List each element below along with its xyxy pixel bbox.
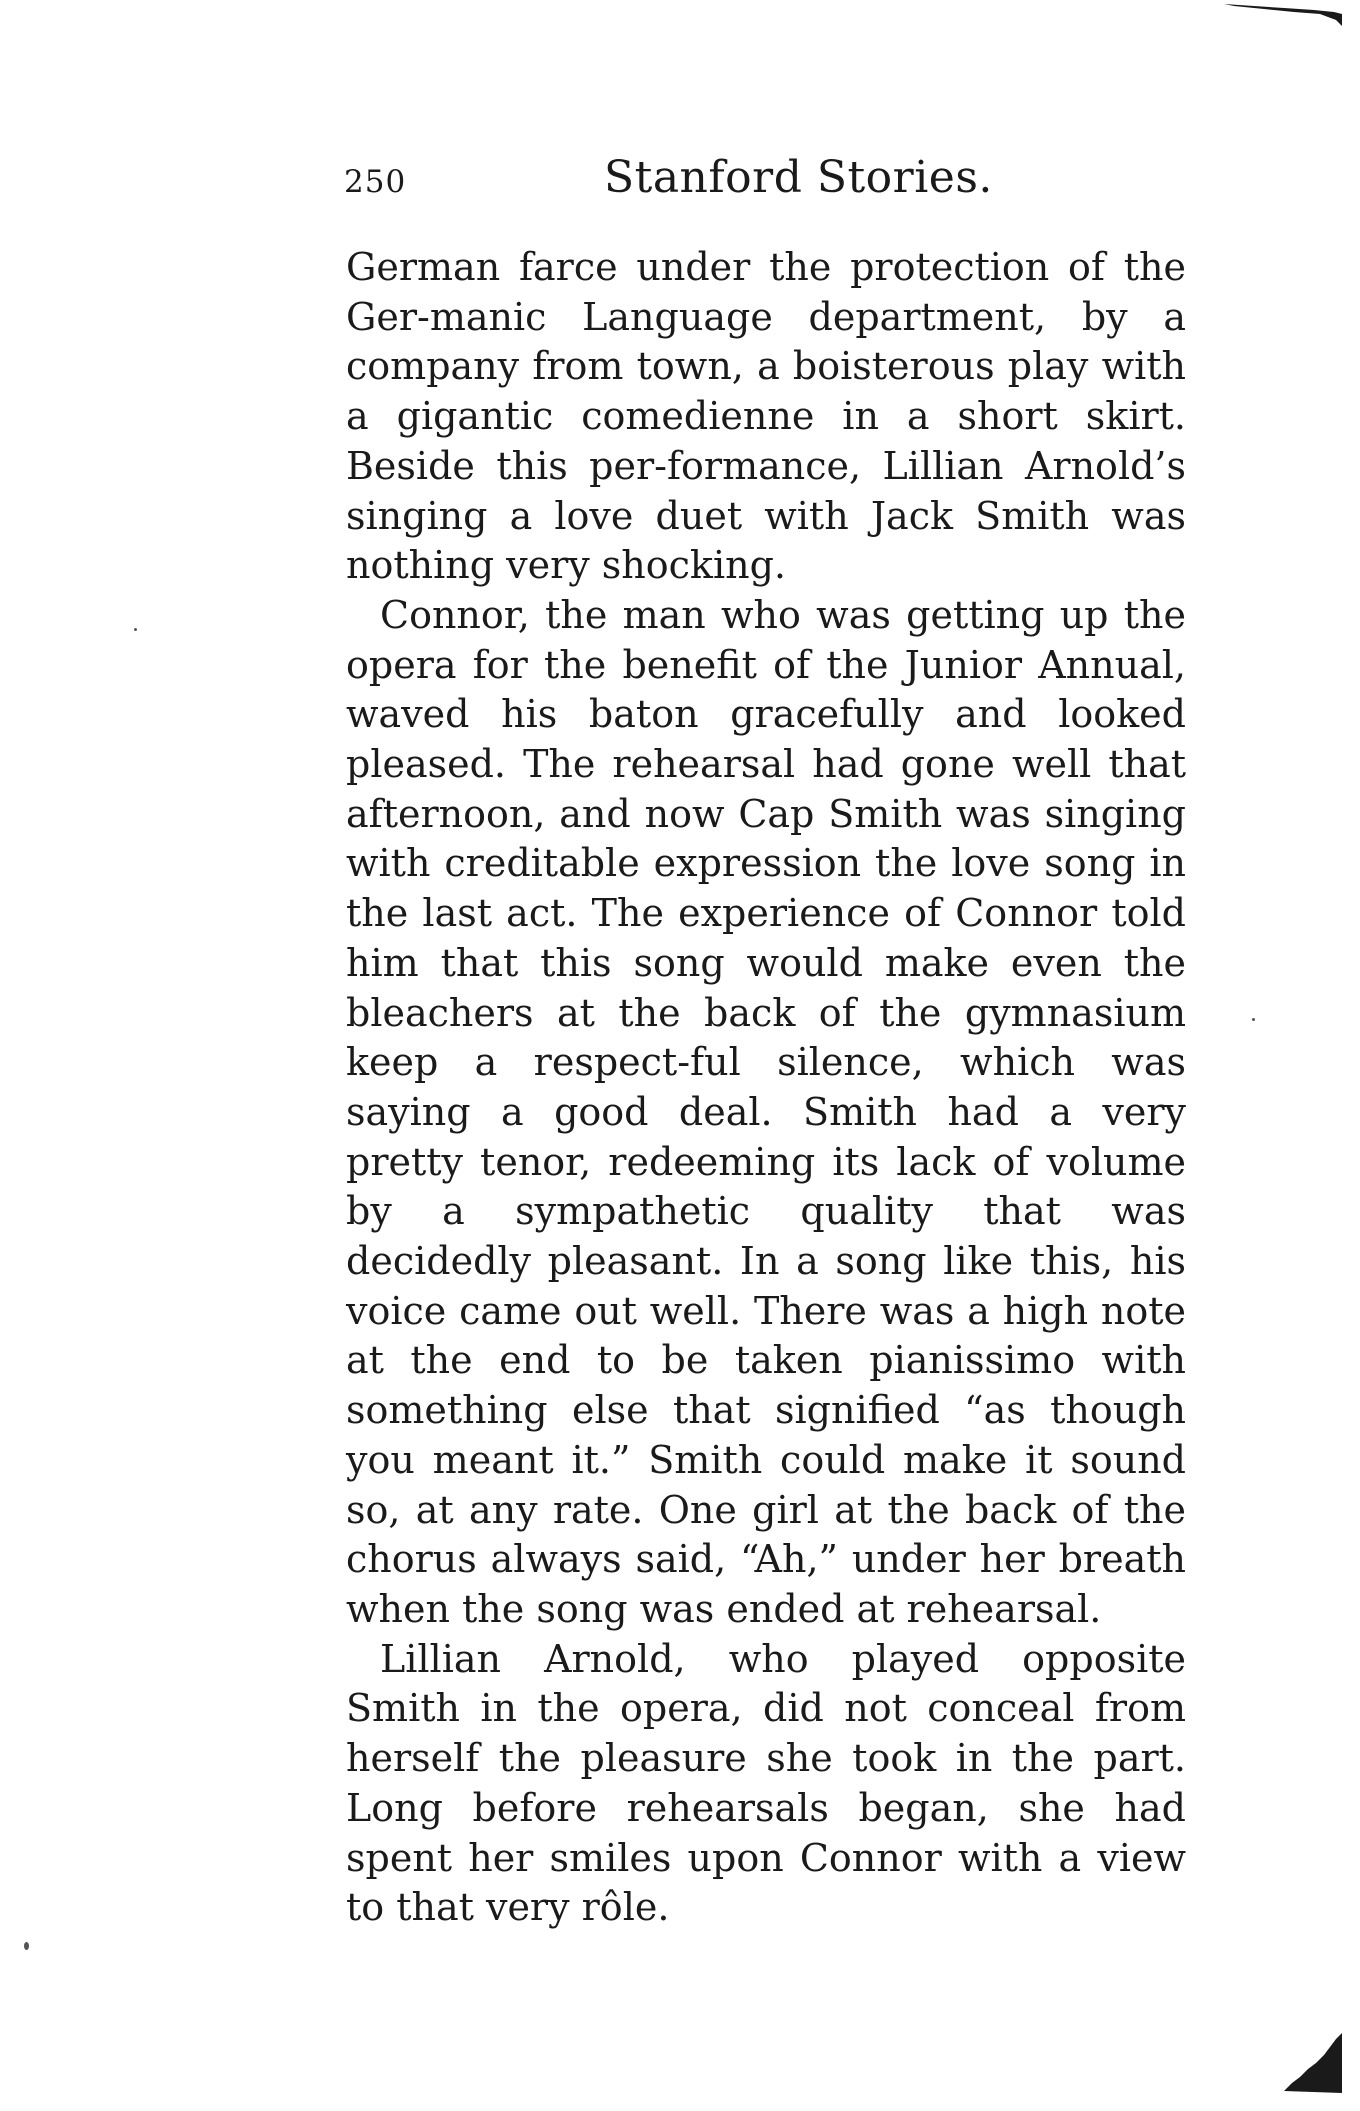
paragraph: Connor, the man who was getting up the opera for the benefit of the Junior Annual, waved his baton gracefully and looked pleased. The rehearsal had gone well that afternoon, and now Cap Smith was singing with creditable expression the love song in the last act. The experience of Connor told him that this song would make even the bleachers at the back of the gymnasium keep a respect-ful silence, which was saying a good deal. Smith had a very pretty tenor, redeeming its lack of volume by a sympathetic quality that was decidedly pleasant. In a song like this, his voice came out well. There was a high note at the end to be taken pianissimo with something else that signified “as though you meant it.” Smith could make it sound so, at any rate. One girl at the back of the chorus always said, “Ah,” under her breath when the song was ended at rehearsal. xyxy=(346,592,1186,1631)
body-text xyxy=(346,243,1186,1933)
scan-speck xyxy=(134,628,137,631)
paragraph-continuation: German farce under the protection of the Ger-manic Language department, by a company from town, a boisterous play with a gigantic comedienne in a short skirt. Beside this per-formance, Lillian Arnold’s singing a love duet with Jack Smith was nothing very shocking. xyxy=(346,245,1186,588)
scan-artifact-top xyxy=(1224,0,1342,26)
page-number: 250 xyxy=(344,164,407,200)
scan-artifact-bottom xyxy=(1282,2033,1342,2093)
scan-speck xyxy=(24,1942,29,1950)
page-header xyxy=(344,152,1184,216)
running-title: Stanford Stories. xyxy=(604,152,993,203)
scan-speck xyxy=(1252,1018,1255,1021)
paragraph: Lillian Arnold, who played opposite Smith in the opera, did not conceal from herself the pleasure she took in the part. Long before rehearsals began, she had spent her smiles upon Connor with a view to that very rôle. xyxy=(346,1636,1186,1930)
